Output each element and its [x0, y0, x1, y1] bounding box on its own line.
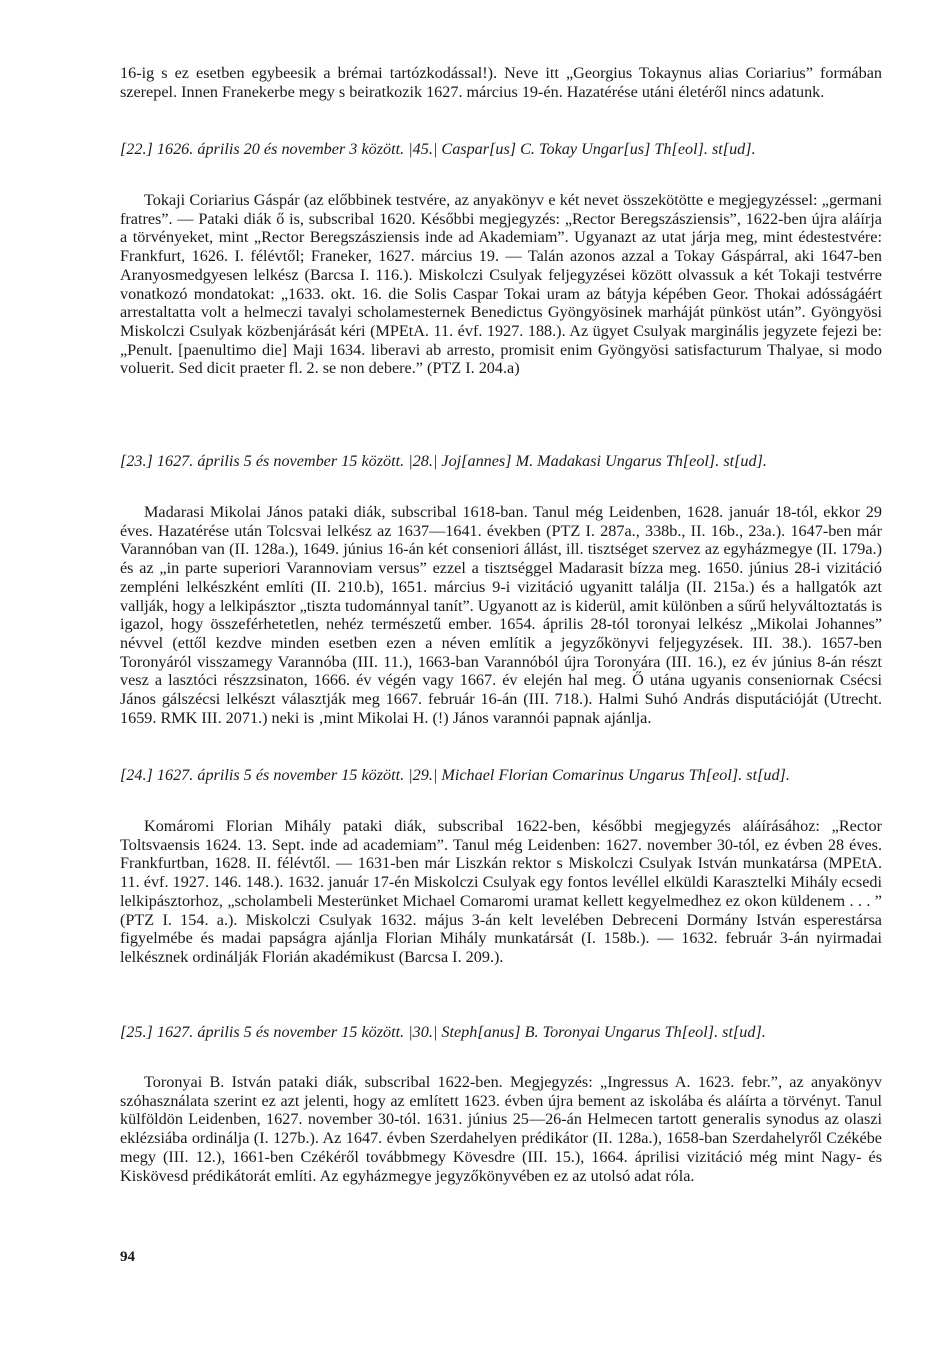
entry-heading-22: [120, 140, 882, 159]
entry-heading: [23.] 1627. április 5 és november 15 között. |28.| Joj[annes] M. Madakasi Ungarus Th[eol]. st[ud].: [120, 452, 767, 470]
entry-body-22: [120, 191, 882, 378]
entry-heading-24: [120, 766, 882, 785]
entry-heading-23: [120, 452, 882, 471]
body-text: 16-ig s ez esetben egybeesik a brémai tartózkodással!). Neve itt „Georgius Tokaynus alias Coriarius” formában szerepel. Innen Franekerbe megy s beiratkozik 1627. március 19-én. Hazatérése utáni életéről nincs adatunk.: [120, 64, 882, 101]
entry-heading: [24.] 1627. április 5 és november 15 között. |29.| Michael Florian Comarinus Ungarus Th[eol]. st[ud].: [120, 766, 790, 784]
body-text: Komáromi Florian Mihály pataki diák, subscribal 1622-ben, későbbi megjegyzés aláírásához: „Rector Toltsvaensis 1624. 13. Sept. inde ad academiam”. Tanul még Leidenben: 1627. november 30-tól, ez évben 28 éves. Frankfurtban, 1628. II. félévtől. — 1631-ben már Liszkán rektor s Miskolczi Csulyak István munkatársa (MPEtA. 11. évf. 1927. 146. 148.). 1632. január 17-én Miskolczi Csulyak egy fontos levéllel elküldi Karasztelki Mihály ecsedi lelkipásztorhoz, „scholambeli Mesterünket Michael Comaromi uramat kellett kegyelmedhez ez okon küldenem . . . ” (PTZ I. 154. a.). Miskolczi Csulyak 1632. május 3-án kelt levelében Debreceni Dormány István esperestársa figyelmébe és madai papságra ajánlja Florian Mihály munkatársát (I. 158b.). — 1632. február 3-án nyirmadai lelkésznek ordinálják Florián akadémikust (Barcsa I. 209.).: [120, 817, 882, 966]
entry-body-24: [120, 817, 882, 967]
entry-heading: [25.] 1627. április 5 és november 15 között. |30.| Steph[anus] B. Toronyai Ungarus Th[eol]. st[ud].: [120, 1023, 766, 1041]
page-number: 94: [120, 1249, 135, 1265]
entry-heading: [22.] 1626. április 20 és november 3 között. |45.| Caspar[us] C. Tokay Ungar[us] Th[eol]. st[ud].: [120, 140, 756, 158]
entry-heading-25: [120, 1023, 882, 1042]
body-text: Toronyai B. István pataki diák, subscribal 1622-ben. Megjegyzés: „Ingressus A. 1623. febr.”, az anyakönyv szóhasználata szerint ez azt jelenti, hogy az említett 1623. évben újra bement az iskolába és aláírta a törvényt. Tanul külföldön Leidenben, 1627. november 30-tól. 1631. június 25—26-án Helmecen tartott generalis synodus az olaszi eklézsiába ordinálja (I. 127b.). Az 1647. évben Szerdahelyen prédikátor (II. 128a.), 1658-ban Szerdahelyről Czékébe megy (III. 12.), 1661-ben Czékéről továbbmegy Kövesdre (III. 15.), 1664. áprilisi vizitáció még mint Nagy- és Kiskövesd prédikátorát említi. Az egyházmegye jegyzőkönyvében ez az utolsó adat róla.: [120, 1073, 882, 1185]
paragraph-continuation: [120, 64, 882, 101]
body-text: Madarasi Mikolai János pataki diák, subscribal 1618-ban. Tanul még Leidenben, 1628. január 18-tól, ekkor 29 éves. Hazatérése után Tolcsvai lelkész az 1637—1641. években (PTZ I. 287a., 338b., II. 16b., 23a.). 1647-ben már Varannóban van (II. 128a.), 1649. június 16-án két conseniori állást, ill. tisztséget szervez az egyházmegye (II. 179a.) és az „in parte superiori Varannoviam versus” ezzel a tisztséggel Madarasit bízza meg. 1650. június 28-i vizitáció zempléni lelkészként említi (II. 210.b), 1651. március 9-i vizitáció ugyanitt találja (II. 215a.) és a hallgatók azt vallják, hogy a lelkipásztor „tiszta tudománnyal tanít”. Ugyanott az is kiderül, amit különben a sűrű helyváltoztatás is igazol, hogy összeférhetetlen, nehéz természetű ember. 1654. április 28-tól toronyai lelkész „Mikolai Johannes” névvel (ettől kezdve minden esetben ezen a néven említik a jegyzőkönyvi feljegyzések. III. 38.). 1657-ben Toronyáról visszamegy Varannóba (III. 11.), 1663-ban Varannóból újra Toronyára (III. 16.), ez év június 8-án részt vesz a lasztóci részzsinaton, 1666. év végén vagy 1667. év elején hal meg. Ő utána ugyanis conseniornak Csécsi János gálszécsi lelkészt választják meg 1667. február 16-án (III. 718.). Halmi Suhó András disputációját (Utrecht. 1659. RMK III. 2071.) neki is ‚mint Mikolai H. (!) János varannói papnak ajánlja.: [120, 503, 882, 727]
body-text: Tokaji Coriarius Gáspár (az előbbinek testvére, az anyakönyv e két nevet összekötötte e megjegyzéssel: „germani fratres”. — Pataki diák ő is, subscribal 1620. Későbbi megjegyzés: „Rector Beregszásziensis”, 1622-ben újra aláírja a törvényeket, mint „Rector Beregszásziensis inde ad Akademiam”. Ugyanazt az utat járja meg, mint édestestvére: Frankfurt, 1626. I. félévtől; Franeker, 1627. március 19. — Talán azonos azzal a Tokay Gáspárral, aki 1647-ben Aranyosmedgyesen lelkész (Barcsa I. 116.). Miskolczi Csulyak feljegyzései között olvassuk a két Tokaji testvérre vonatkozó mondatokat: „1633. okt. 16. die Solis Caspar Tokai uram az bátyja képében Geor. Thokai adósságáért arrestaltatta volt a helmeczi tavalyi scholamesternek Benedictus Gyöngyösinek marháját pünköst után”. Gyöngyösi Miskolczi Csulyak közbenjárását kéri (MPEtA. 11. évf. 1927. 188.). Az ügyet Csulyak marginális jegyzete fejezi be: „Penult. [paenultimo die] Maji 1634. liberavi ab arresto, promisit enim Gyöngyösi satisfacturum Thalyae, si modo voluerit. Sed dicit praeter fl. 2. se non debere.” (PTZ I. 204.a): [120, 191, 882, 378]
entry-body-25: [120, 1073, 882, 1185]
entry-body-23: [120, 503, 882, 727]
